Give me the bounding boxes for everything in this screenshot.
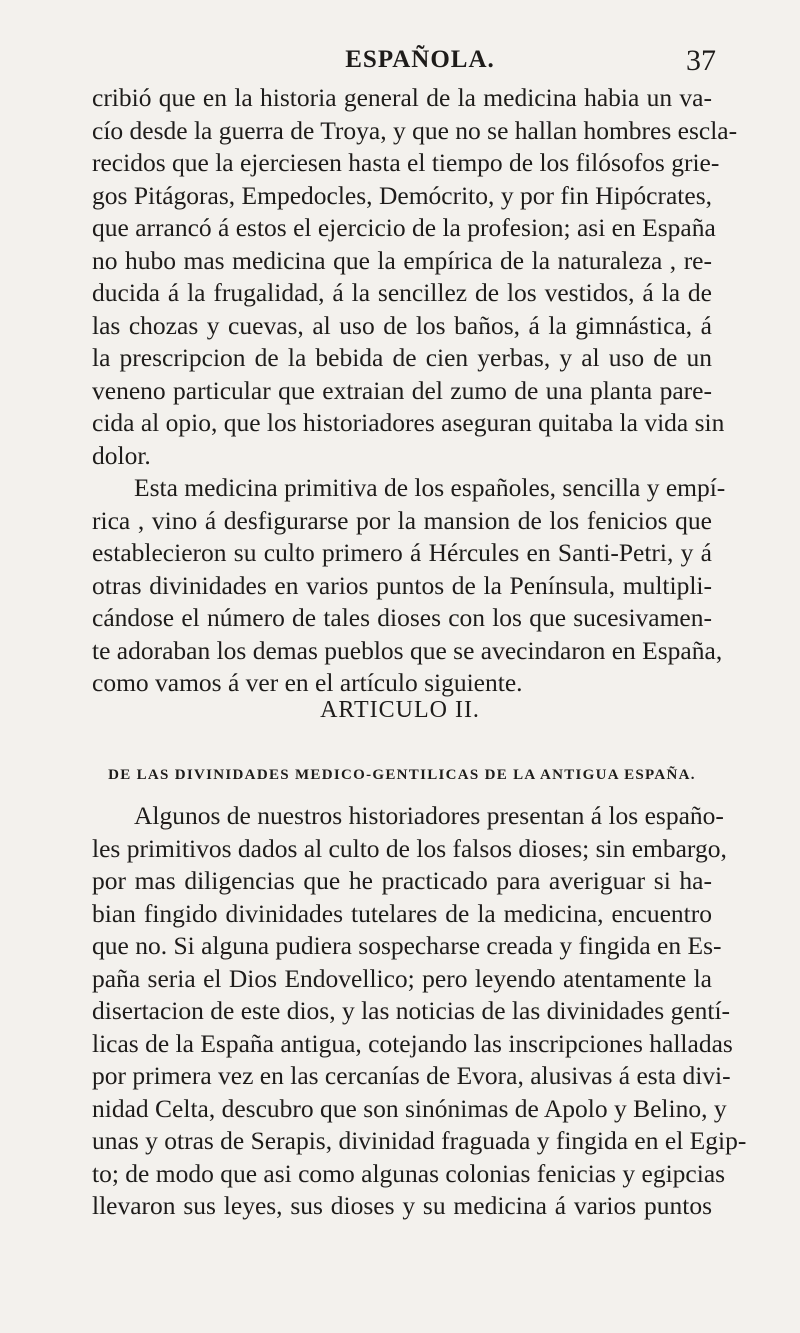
running-head: ESPAÑOLA. [345,46,495,73]
text-line: nidad Celta, descubro que son sinónimas de Apolo y Belino, y [92,1093,727,1123]
text-line: por mas diligencias que he practicado para averiguar si ha- [92,866,712,895]
body-text-top [92,82,738,700]
text-line: unas y otras de Serapis, divinidad fraguada y fingida en el Egip- [92,1126,747,1155]
text-line: disertacion de este dios, y las noticias de las divinidades gentí- [92,996,731,1025]
paragraph-2 [92,472,726,700]
text-line: que no. Si alguna pudiera sospecharse creada y fingida en Es- [92,931,722,960]
text-line: no hubo mas medicina que la empírica de la naturaleza , re- [92,245,712,275]
text-line: otras divinidades en varios puntos de la Península, multipli- [92,570,712,600]
text-line: les primitivos dados al culto de los falsos dioses; sin embargo, [92,833,727,863]
text-line: que arrancó á estos el ejercicio de la profesion; asi en España [92,213,716,242]
text-line: recidos que la ejerciesen hasta el tiempo de los filósofos grie- [92,148,720,177]
text-line: por primera vez en las cercanías de Evora, alusivas á esta divi- [92,1061,731,1090]
text-line: bian fingido divinidades tutelares de la medicina, encuentro [92,898,712,928]
text-line: te adoraban los demas pueblos que se avecindaron en España, [92,635,723,665]
text-line: Algunos de nuestros historiadores presentan á los españo- [134,801,724,830]
text-line: las chozas y cuevas, al uso de los baños, á la gimnástica, á [92,310,712,340]
page-number: 37 [686,44,716,77]
text-line: dolor. [92,440,151,470]
text-line: cío desde la guerra de Troya, y que no se hallan hombres escla- [92,115,738,145]
body-text-bottom [92,800,747,1223]
text-line: Esta medicina primitiva de los españoles, sencilla y empí- [134,473,726,502]
page-header [0,46,800,86]
paragraph-3 [92,800,747,1223]
text-line: cida al opio, que los historiadores aseguran quitaba la vida sin [92,408,725,437]
text-line: cribió que en la historia general de la medicina habia un va- [92,83,712,112]
text-line: veneno particular que extraian del zumo de una planta pare- [92,375,712,405]
paragraph-1 [92,82,738,472]
article-subtitle: DE LAS DIVINIDADES MEDICO-GENTILICAS DE LA ANTIGUA ESPAÑA. [108,767,696,783]
text-line: rica , vino á desfigurarse por la mansion de los fenicios que [92,505,712,535]
text-line: licas de la España antigua, cotejando las inscripciones halladas [92,1028,733,1058]
text-line: cándose el número de tales dioses con los que sucesivamen- [92,603,712,632]
article-title: ARTICULO II. [320,697,480,723]
text-line: como vamos á ver en el artículo siguiente. [92,668,523,697]
text-line: la prescripcion de la bebida de cien yerbas, y al uso de un [92,343,712,372]
text-line: establecieron su culto primero á Hércules en Santi-Petri, y á [92,538,712,567]
text-line: to; de modo que asi como algunas colonias fenicias y egipcias [92,1158,726,1188]
text-line: llevaron sus leyes, sus dioses y su medicina á varios puntos [92,1191,712,1220]
text-line: ducida á la frugalidad, á la sencillez de los vestidos, á la de [92,278,712,307]
text-line: gos Pitágoras, Empedocles, Demócrito, y por fin Hipócrates, [92,180,712,210]
text-line: paña seria el Dios Endovellico; pero leyendo atentamente la [92,963,712,993]
